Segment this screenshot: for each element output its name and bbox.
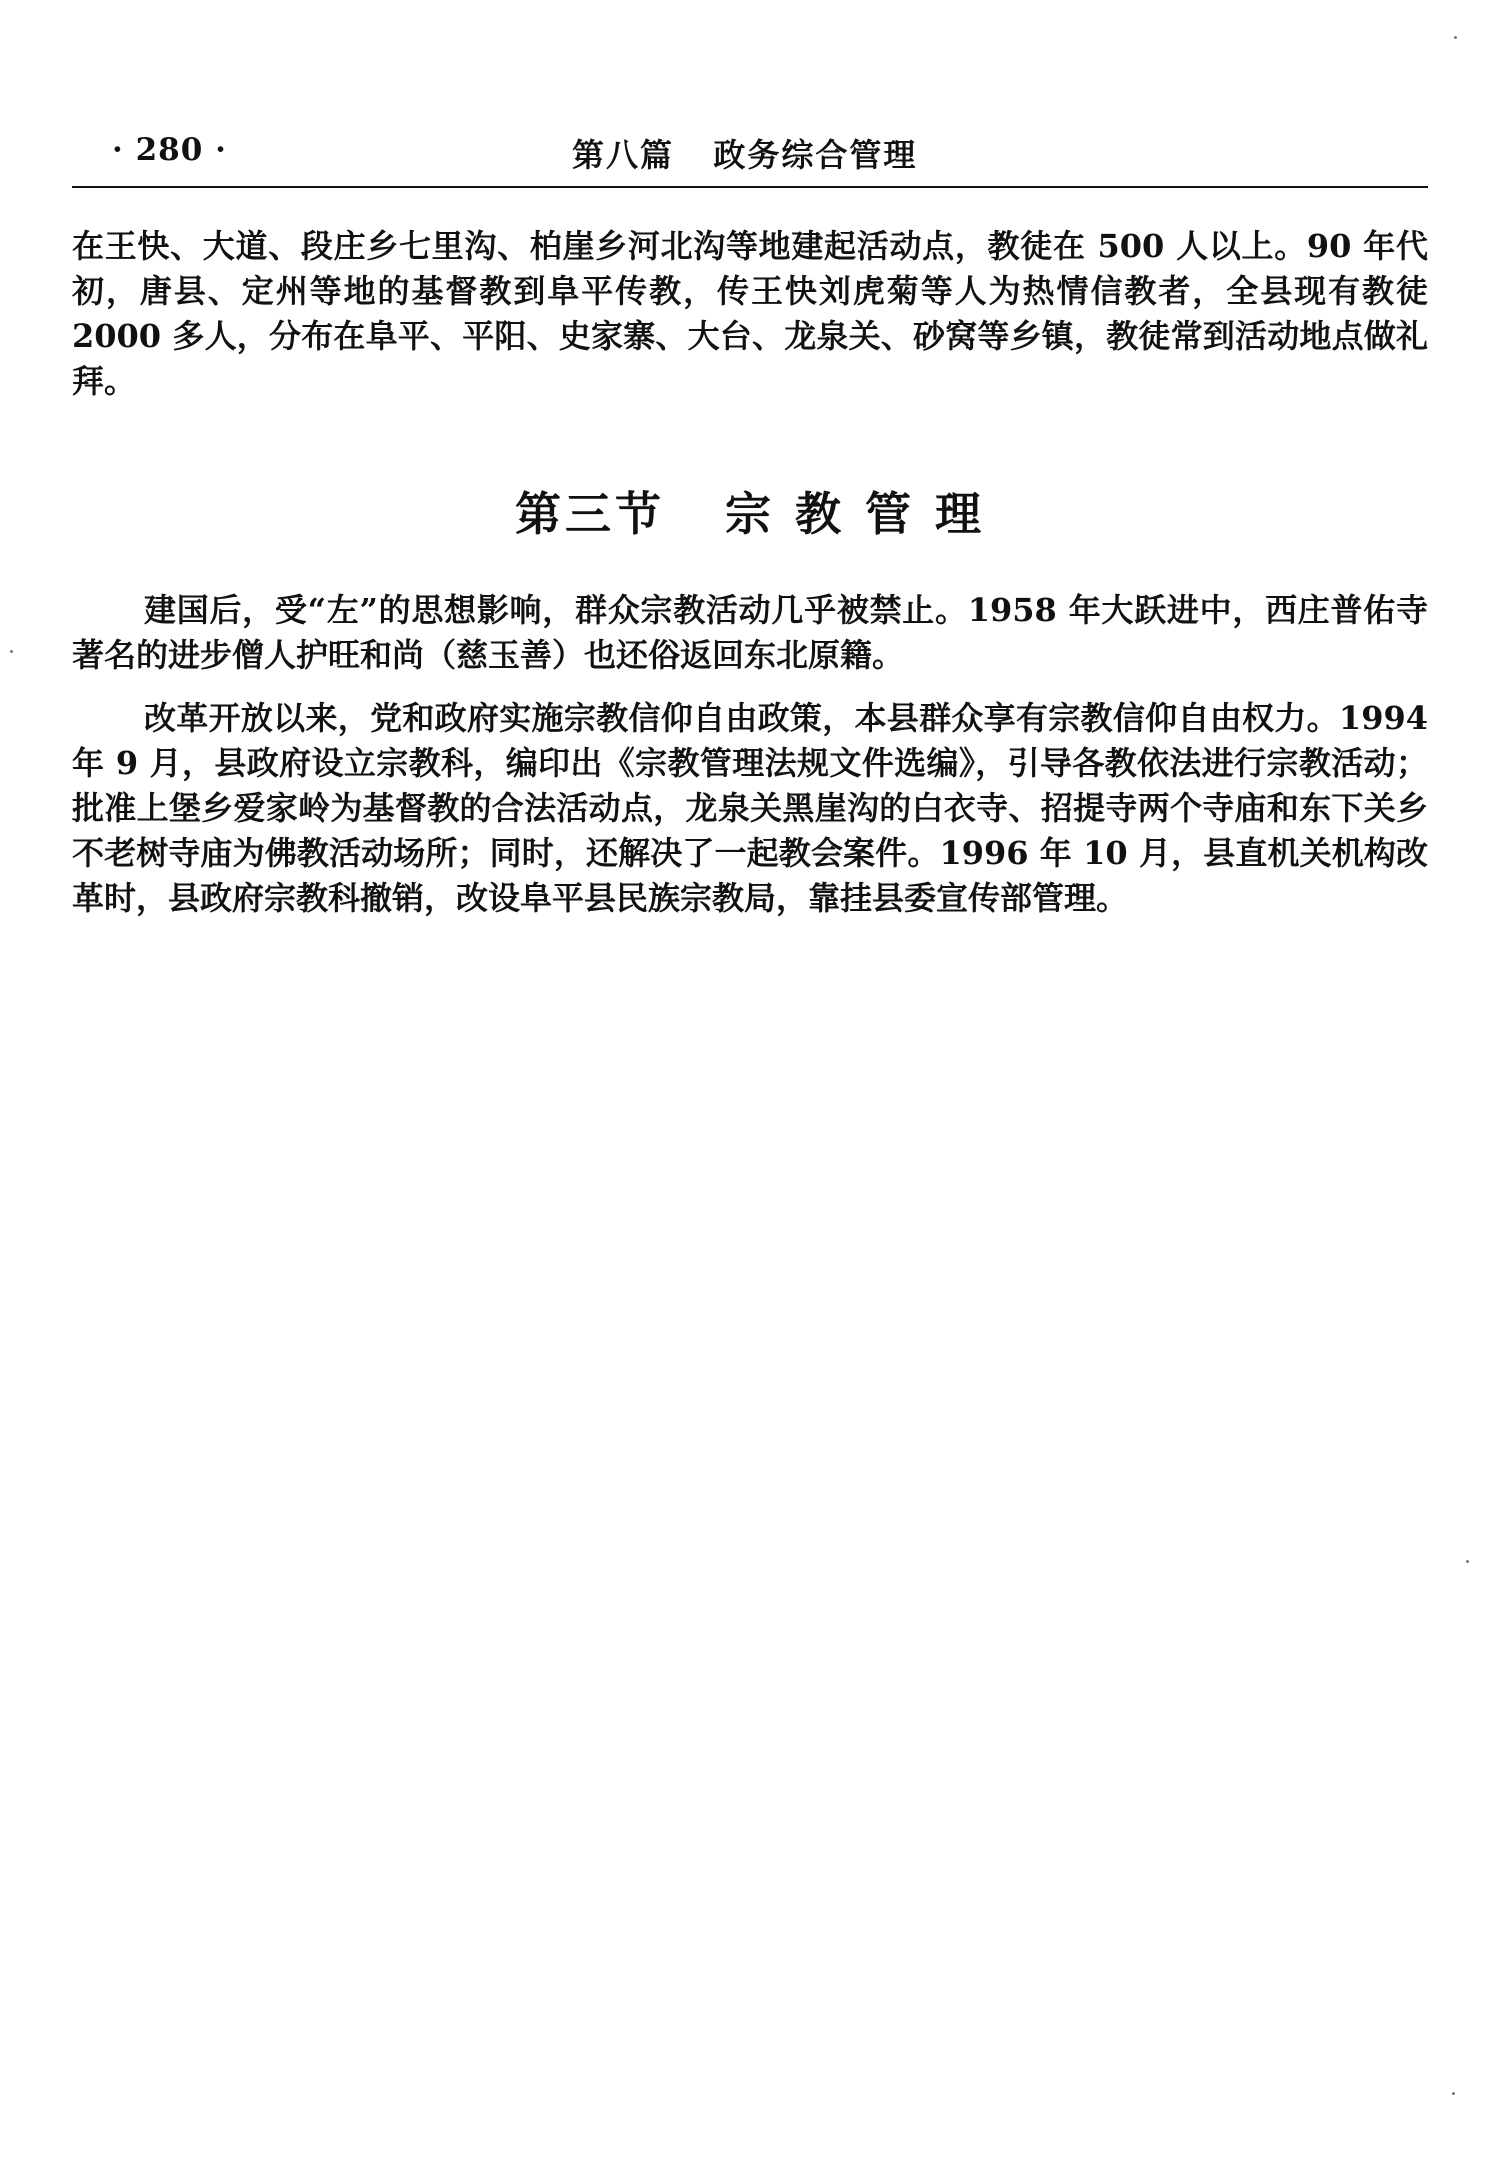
running-head: 第八篇 政务综合管理	[572, 136, 918, 174]
page-header	[72, 128, 1428, 174]
section-title: 第三节 宗 教 管 理	[514, 487, 986, 541]
paragraph-post-founding: 建国后，受“左”的思想影响，群众宗教活动几乎被禁止。1958 年大跃进中，西庄普佑寺著名的进步僧人护旺和尚（慈玉善）也还俗返回东北原籍。	[72, 591, 1428, 674]
scan-speck	[1452, 2092, 1455, 2095]
scan-speck	[1466, 1560, 1469, 1563]
page-number: · 280 ·	[112, 132, 227, 168]
header-rule	[72, 186, 1428, 188]
paragraph-reform-era: 改革开放以来，党和政府实施宗教信仰自由政策，本县群众享有宗教信仰自由权力。1994 年 9 月，县政府设立宗教科，编印出《宗教管理法规文件选编》，引导各教依法进行宗教活动；批准上堡乡爱家岭为基督教的合法活动点，龙泉关黑崖沟的白衣寺、招提寺两个寺庙和东下关乡不老树寺庙为佛教活动场所；同时，还解决了一起教会案件。1996 年 10 月，县直机关机构改革时，县政府宗教科撤销，改设阜平县民族宗教局，靠挂县委宣传部管理。	[72, 699, 1428, 917]
scan-speck	[1454, 36, 1457, 39]
paragraph-continuation: 在王快、大道、段庄乡七里沟、柏崖乡河北沟等地建起活动点，教徒在 500 人以上。90 年代初，唐县、定州等地的基督教到阜平传教，传王快刘虎菊等人为热情信教者，全县现有教徒 2000 多人，分布在阜平、平阳、史家寨、大台、龙泉关、砂窝等乡镇，教徒常到活动地点做礼拜。	[72, 227, 1428, 400]
scan-speck	[10, 650, 13, 653]
